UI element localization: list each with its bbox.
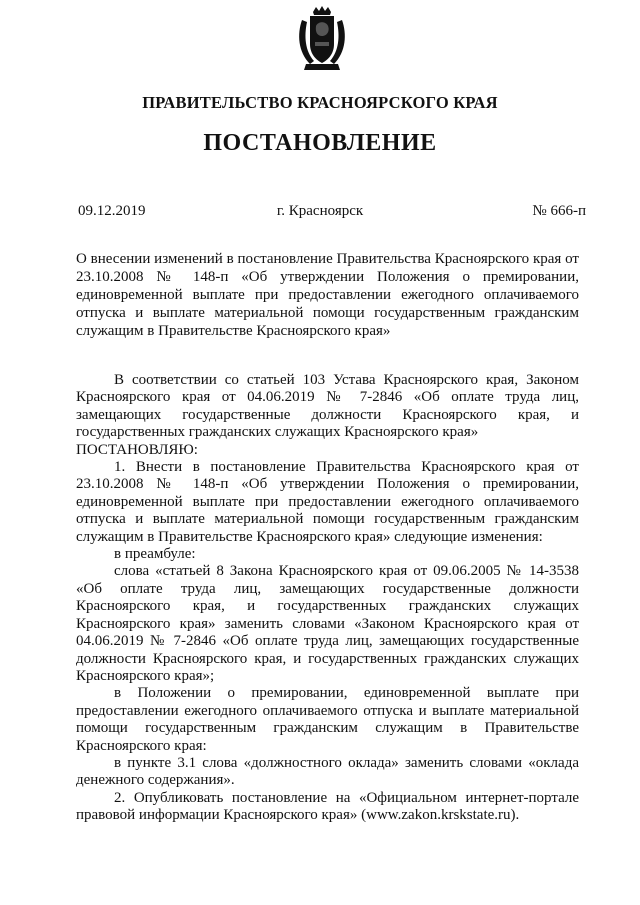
document-city: г. Красноярск [276,203,364,219]
regulation-heading: в Положении о премировании, единовременной выплате при предоставлении ежегодного оплачиваемого отпуска и выплате материальной помощи государственным гражданским служащим в Правительстве Красноярского края: [76,685,579,754]
point-change-paragraph: в пункте 3.1 слова «должностного оклада» заменить словами «оклада денежного содержания». [76,754,579,789]
coat-of-arms-emblem [296,6,348,72]
item-2-paragraph: 2. Опубликовать постановление на «Официальном интернет-портале правовой информации Красноярского края» (www.zakon.krskstate.ru). [76,789,579,824]
preamble-paragraph: В соответствии со статьей 103 Устава Красноярского края, Законом Красноярского края от 04.06.2019 № 7-2846 «Об оплате труда лиц, замещающих государственные должности Красноярского края, и государственных гражданских служащих Красноярского края» [76,372,579,441]
preamble-heading: в преамбуле: [114,546,196,563]
document-date: 09.12.2019 [78,203,146,219]
decree-word: ПОСТАНОВЛЯЮ: [76,441,198,458]
document-number: № 666-п [532,203,586,219]
government-name: ПРАВИТЕЛЬСТВО КРАСНОЯРСКОГО КРАЯ [142,93,498,112]
document-body [76,372,579,825]
document-subject: О внесении изменений в постановление Правительства Красноярского края от 23.10.2008 № 148-п «Об утверждении Положения о премировании, единовременной выплате при предоставлении ежегодного оплачиваемого отпуска и выплате материальной помощи государственным гражданским служащим в Правительстве Красноярского края» [76,251,579,339]
item-1-paragraph: 1. Внести в постановление Правительства Красноярского края от 23.10.2008 № 148-п «Об утверждении Положения о премировании, единовременной выплате при предоставлении ежегодного оплачиваемого отпуска и выплате материальной помощи государственным гражданским служащим в Правительстве Красноярского края» следующие изменения: [76,459,579,545]
preamble-change-paragraph: слова «статьей 8 Закона Красноярского края от 09.06.2005 № 14-3538 «Об оплате труда лиц, замещающих государственные должности Красноярского края, и государственных гражданских служащих Красноярского края» заменить словами «Законом Красноярского края от 04.06.2019 № 7-2846 «Об оплате труда лиц, замещающих государственные должности Красноярского края, и государственных гражданских служащих Красноярского края»; [76,563,579,684]
document-type-title: ПОСТАНОВЛЕНИЕ [203,130,437,156]
